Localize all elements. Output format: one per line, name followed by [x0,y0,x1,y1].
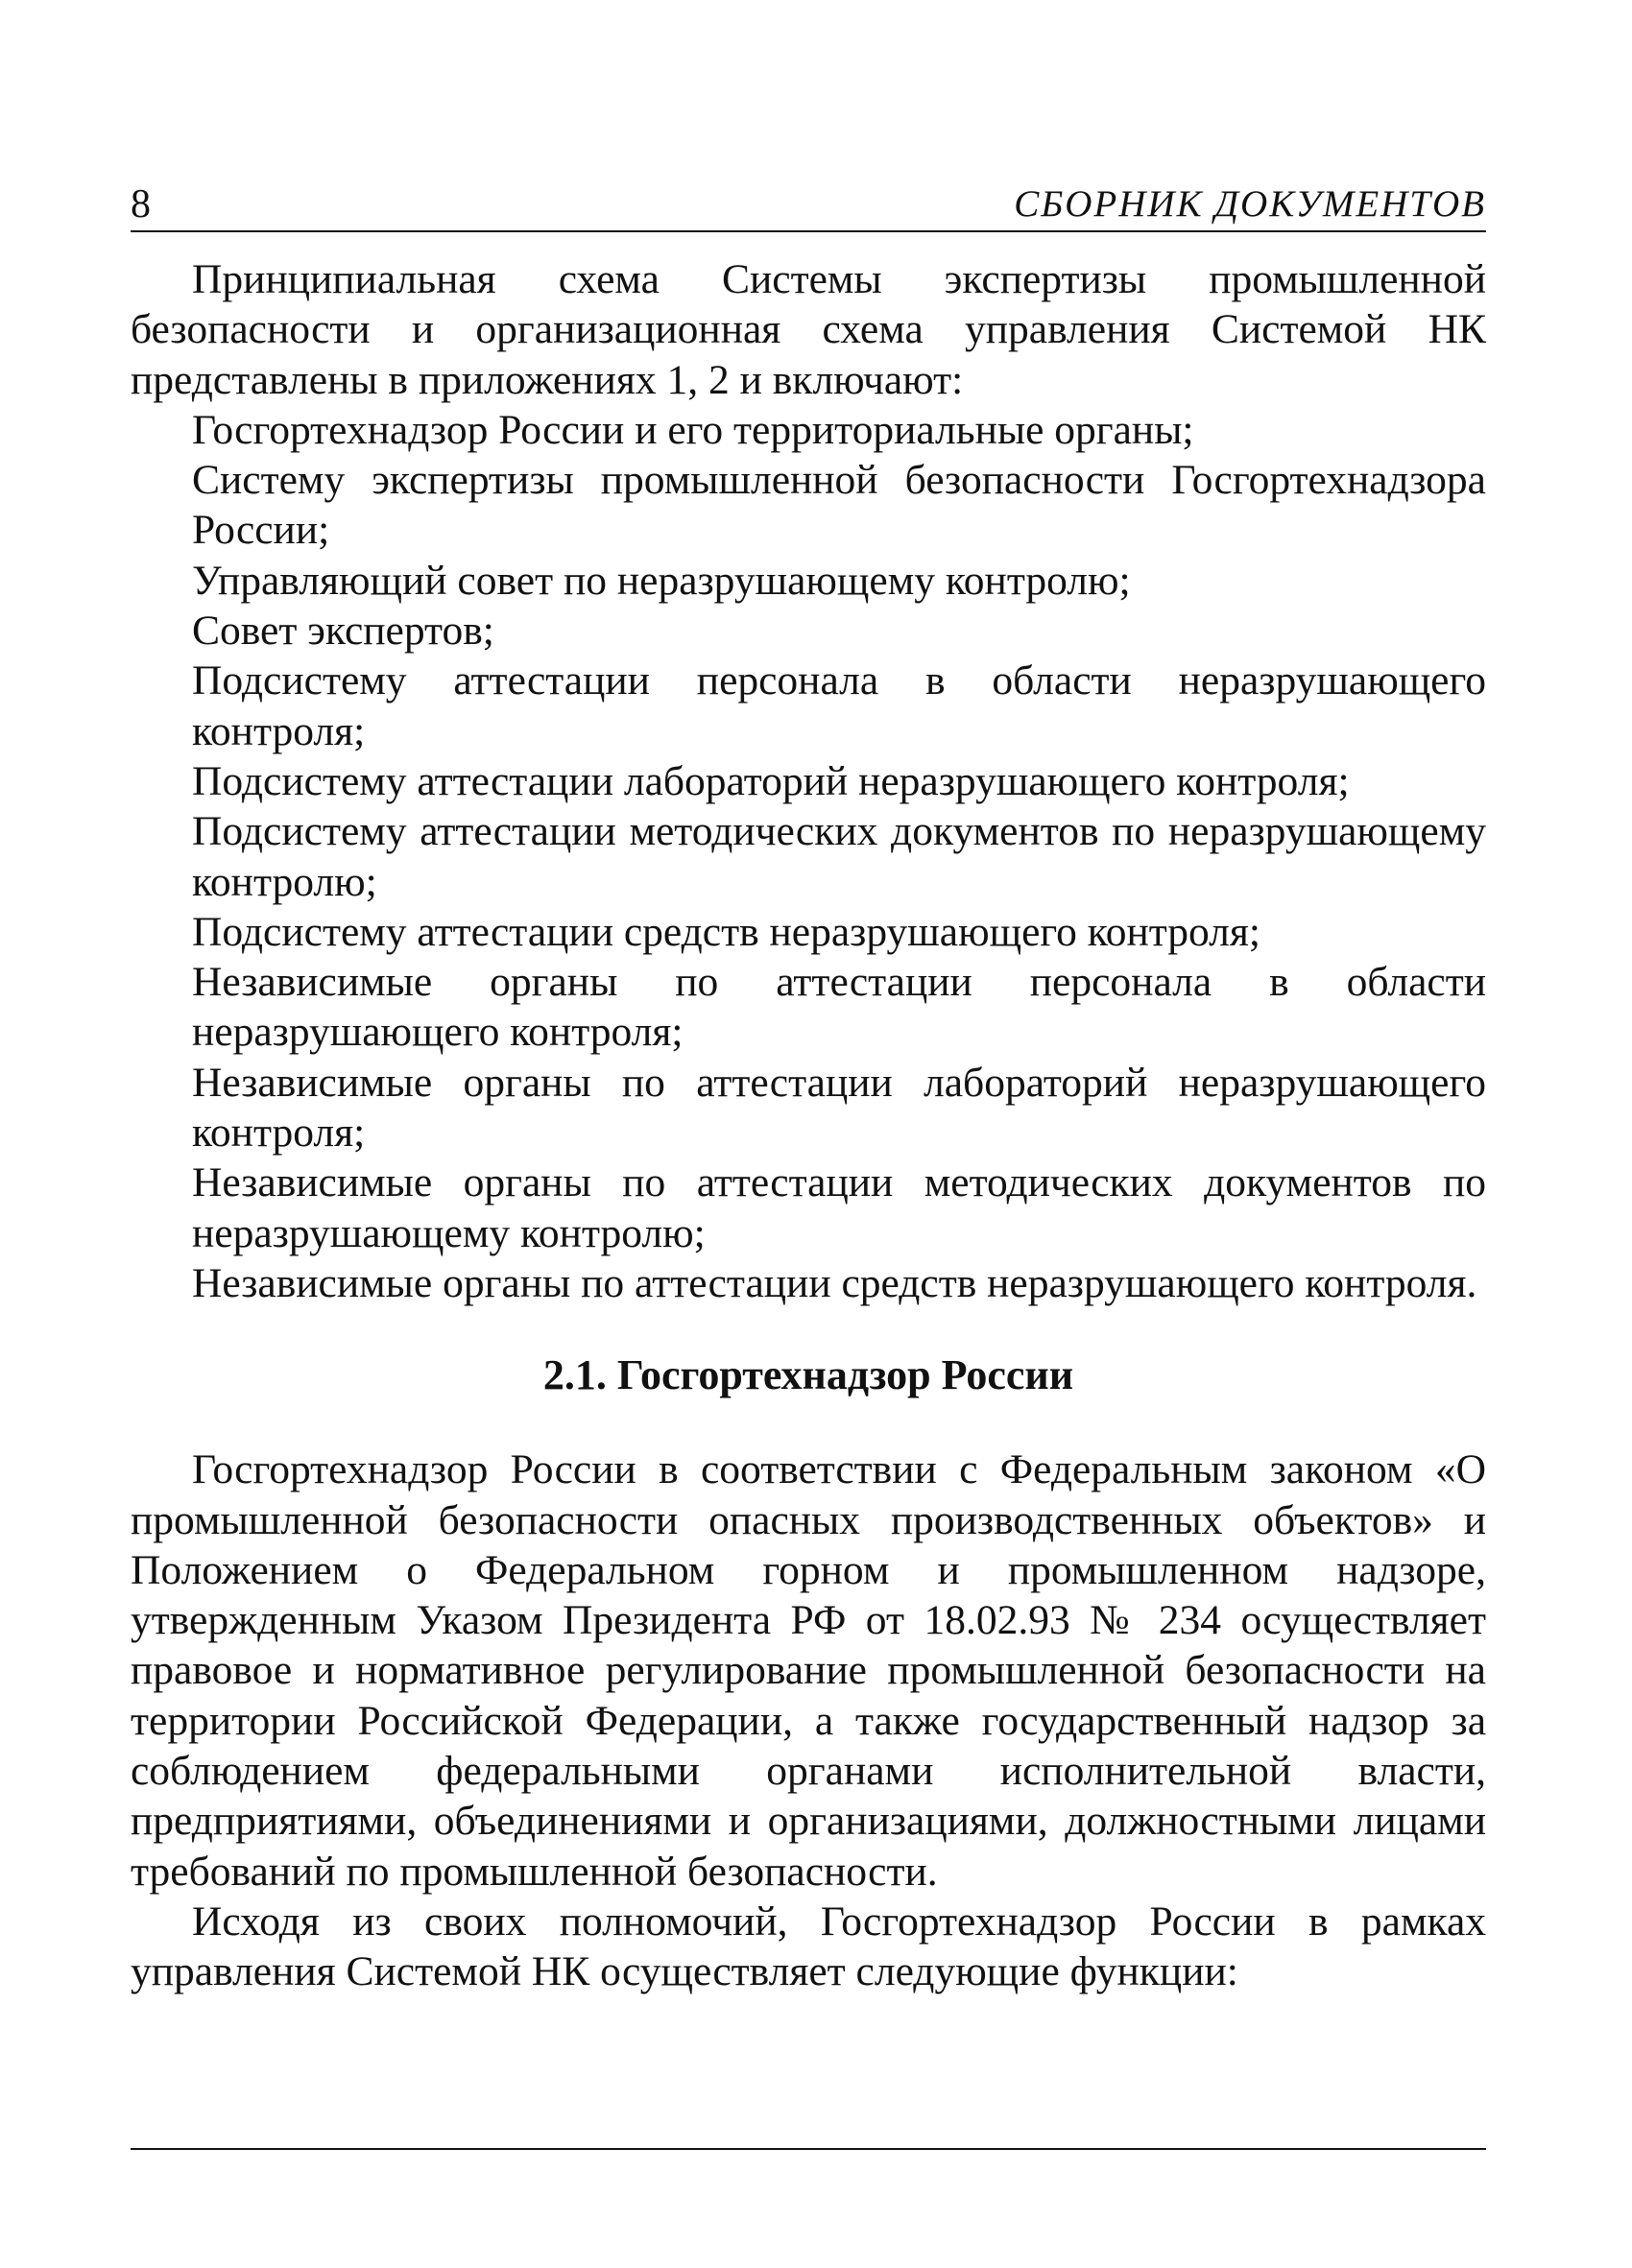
list-item: Госгортехнадзор России и его территориальные органы; [192,406,1194,453]
running-title: СБОРНИК ДОКУМЕНТОВ [1014,183,1486,225]
list-item: Подсистему аттестации методических документов по неразрушающему контролю; [192,808,1486,905]
section-paragraph: Госгортехнадзор России в соответствии с Федеральным законом «О промышленной безопасности опасных производственных объектов» и Положением о Федеральном горном и промышленном надзоре, утвержденным Указом Президента РФ от 18.02.93 № 234 осуществляет правовое и нормативное регулирование промышленной безопасности на территории Российской Федерации, а также государственный надзор за соблюдением федеральными органами исполнительной власти, предприятиями, объединениями и организациями, должностными лицами требований по промышленной безопасности. [131,1446,1486,1895]
list-item: Совет экспертов; [192,608,494,655]
list-item: Управляющий совет по неразрушающему контролю; [192,557,1131,604]
page-body [131,254,1486,1997]
list-item: Подсистему аттестации персонала в области неразрушающего контроля; [192,657,1486,754]
section-heading: 2.1. Госгортехнадзор России [542,1351,1074,1399]
intro-paragraph: Принципиальная схема Системы экспертизы промышленной безопасности и организационная схема управления Системой НК представлены в приложениях 1, 2 и включают: [131,256,1486,403]
list-item: Независимые органы по аттестации персонала в области неразрушающего контроля; [192,959,1486,1056]
list-item: Систему экспертизы промышленной безопасности Госгортехнадзора России; [192,457,1486,554]
list-item: Независимые органы по аттестации средств неразрушающего контроля. [192,1259,1477,1306]
list-item: Независимые органы по аттестации методических документов по неразрушающему контролю; [192,1159,1486,1256]
section-paragraph: Исходя из своих полномочий, Госгортехнадзор России в рамках управления Системой НК осуществляет следующие функции: [131,1898,1486,1995]
page-number: 8 [131,182,151,227]
footer-rule [131,2148,1486,2150]
component-list [131,405,1486,1308]
list-item: Независимые органы по аттестации лабораторий неразрушающего контроля; [192,1059,1486,1157]
list-item: Подсистему аттестации лабораторий неразрушающего контроля; [192,757,1350,804]
header-rule [131,230,1486,232]
list-item: Подсистему аттестации средств неразрушающего контроля; [192,908,1260,955]
page-header [131,180,1486,228]
